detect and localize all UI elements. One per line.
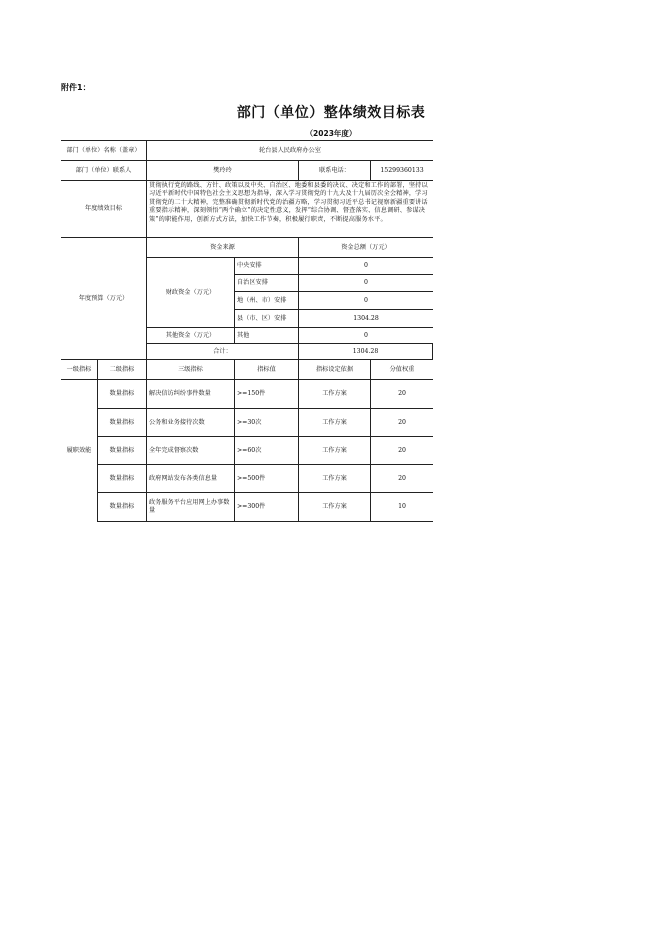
level3-cell: 解决信访纠纷事件数量 [147,380,235,409]
header-level2: 二级指标 [98,360,147,380]
indicator-basis: 工作方案 [299,465,371,493]
amount-region: 0 [299,275,433,292]
level3-cell: 政务服务平台应用网上办事数量 [147,493,235,522]
attachment-label: 附件1： [61,83,91,92]
source-prefecture: 地（州、市）安排 [235,292,299,310]
level3-cell: 政府网站发布各类信息量 [147,465,235,493]
indicator-value: >=150件 [235,380,299,409]
dept-name-value: 轮台县人民政府办公室 [147,140,433,161]
amount-prefecture: 0 [299,292,433,310]
level2-cell: 数量指标 [98,437,147,465]
header-value: 指标值 [235,360,299,380]
level2-cell: 数量指标 [98,493,147,522]
contact-label: 部门（单位）联系人 [61,161,147,181]
contact-name: 樊玲玲 [147,161,299,181]
other-source: 其他 [235,328,299,344]
level3-cell: 全年完成督察次数 [147,437,235,465]
level2-cell: 数量指标 [98,465,147,493]
goal-text: 贯彻执行党的路线、方针、政策以及中央、自治区、地委和县委的决议、决定和工作的部署，坚持以习近平新时代中国特色社会主义思想为指导，深入学习贯彻党的十九大及十九届历次全会精神，学习贯彻党的二十大精神，完整准确贯彻新时代党的治疆方略，学习贯彻习近平总书记视察新疆重要讲话重要指示精神，深刻领悟“两个确立”的决定性意义，发挥“综合协调、督查落实、信息调研、参谋决策”的职能作用，创新方式方法，加快工作节奏，积极履行职责，不断提高服务水平。 [147,181,433,238]
indicator-weight: 20 [371,380,433,409]
header-basis: 指标设定依据 [299,360,371,380]
indicator-weight: 10 [371,493,433,522]
phone-label: 联系电话： [299,161,371,181]
indicator-weight: 20 [371,437,433,465]
indicator-basis: 工作方案 [299,493,371,522]
indicator-value: >=60次 [235,437,299,465]
other-amount: 0 [299,328,433,344]
indicator-basis: 工作方案 [299,380,371,409]
indicator-value: >=500件 [235,465,299,493]
indicator-value: >=30次 [235,409,299,437]
sum-label: 合计： [147,344,299,360]
source-central: 中央安排 [235,258,299,275]
total-header: 资金总额（万元） [299,238,433,258]
indicator-value: >=300件 [235,493,299,522]
indicator-weight: 20 [371,465,433,493]
level3-cell: 公务和业务接待次数 [147,409,235,437]
sum-value: 1304.28 [299,344,433,360]
amount-central: 0 [299,258,433,275]
indicator-basis: 工作方案 [299,409,371,437]
source-header: 资金来源 [147,238,299,258]
header-level1: 一级指标 [61,360,98,380]
amount-county: 1304.28 [299,310,433,328]
indicator-basis: 工作方案 [299,437,371,465]
page-title: 部门（单位）整体绩效目标表 [236,105,426,121]
year-label: （2023年度） [305,129,357,138]
dept-name-label: 部门（单位）名称（盖章） [61,140,147,161]
level2-cell: 数量指标 [98,380,147,409]
budget-label: 年度预算（万元） [61,238,147,360]
source-region: 自治区安排 [235,275,299,292]
header-level3: 三级指标 [147,360,235,380]
indicator-weight: 20 [371,409,433,437]
other-funds-label: 其他资金（万元） [147,328,235,344]
goal-label: 年度绩效目标 [61,181,147,238]
level1-cell: 履职效能 [61,380,98,522]
level2-cell: 数量指标 [98,409,147,437]
phone-value: 15299360133 [371,161,433,181]
fiscal-label: 财政资金（万元） [147,258,235,328]
source-county: 县（市、区）安排 [235,310,299,328]
header-weight: 分值权重 [371,360,433,380]
